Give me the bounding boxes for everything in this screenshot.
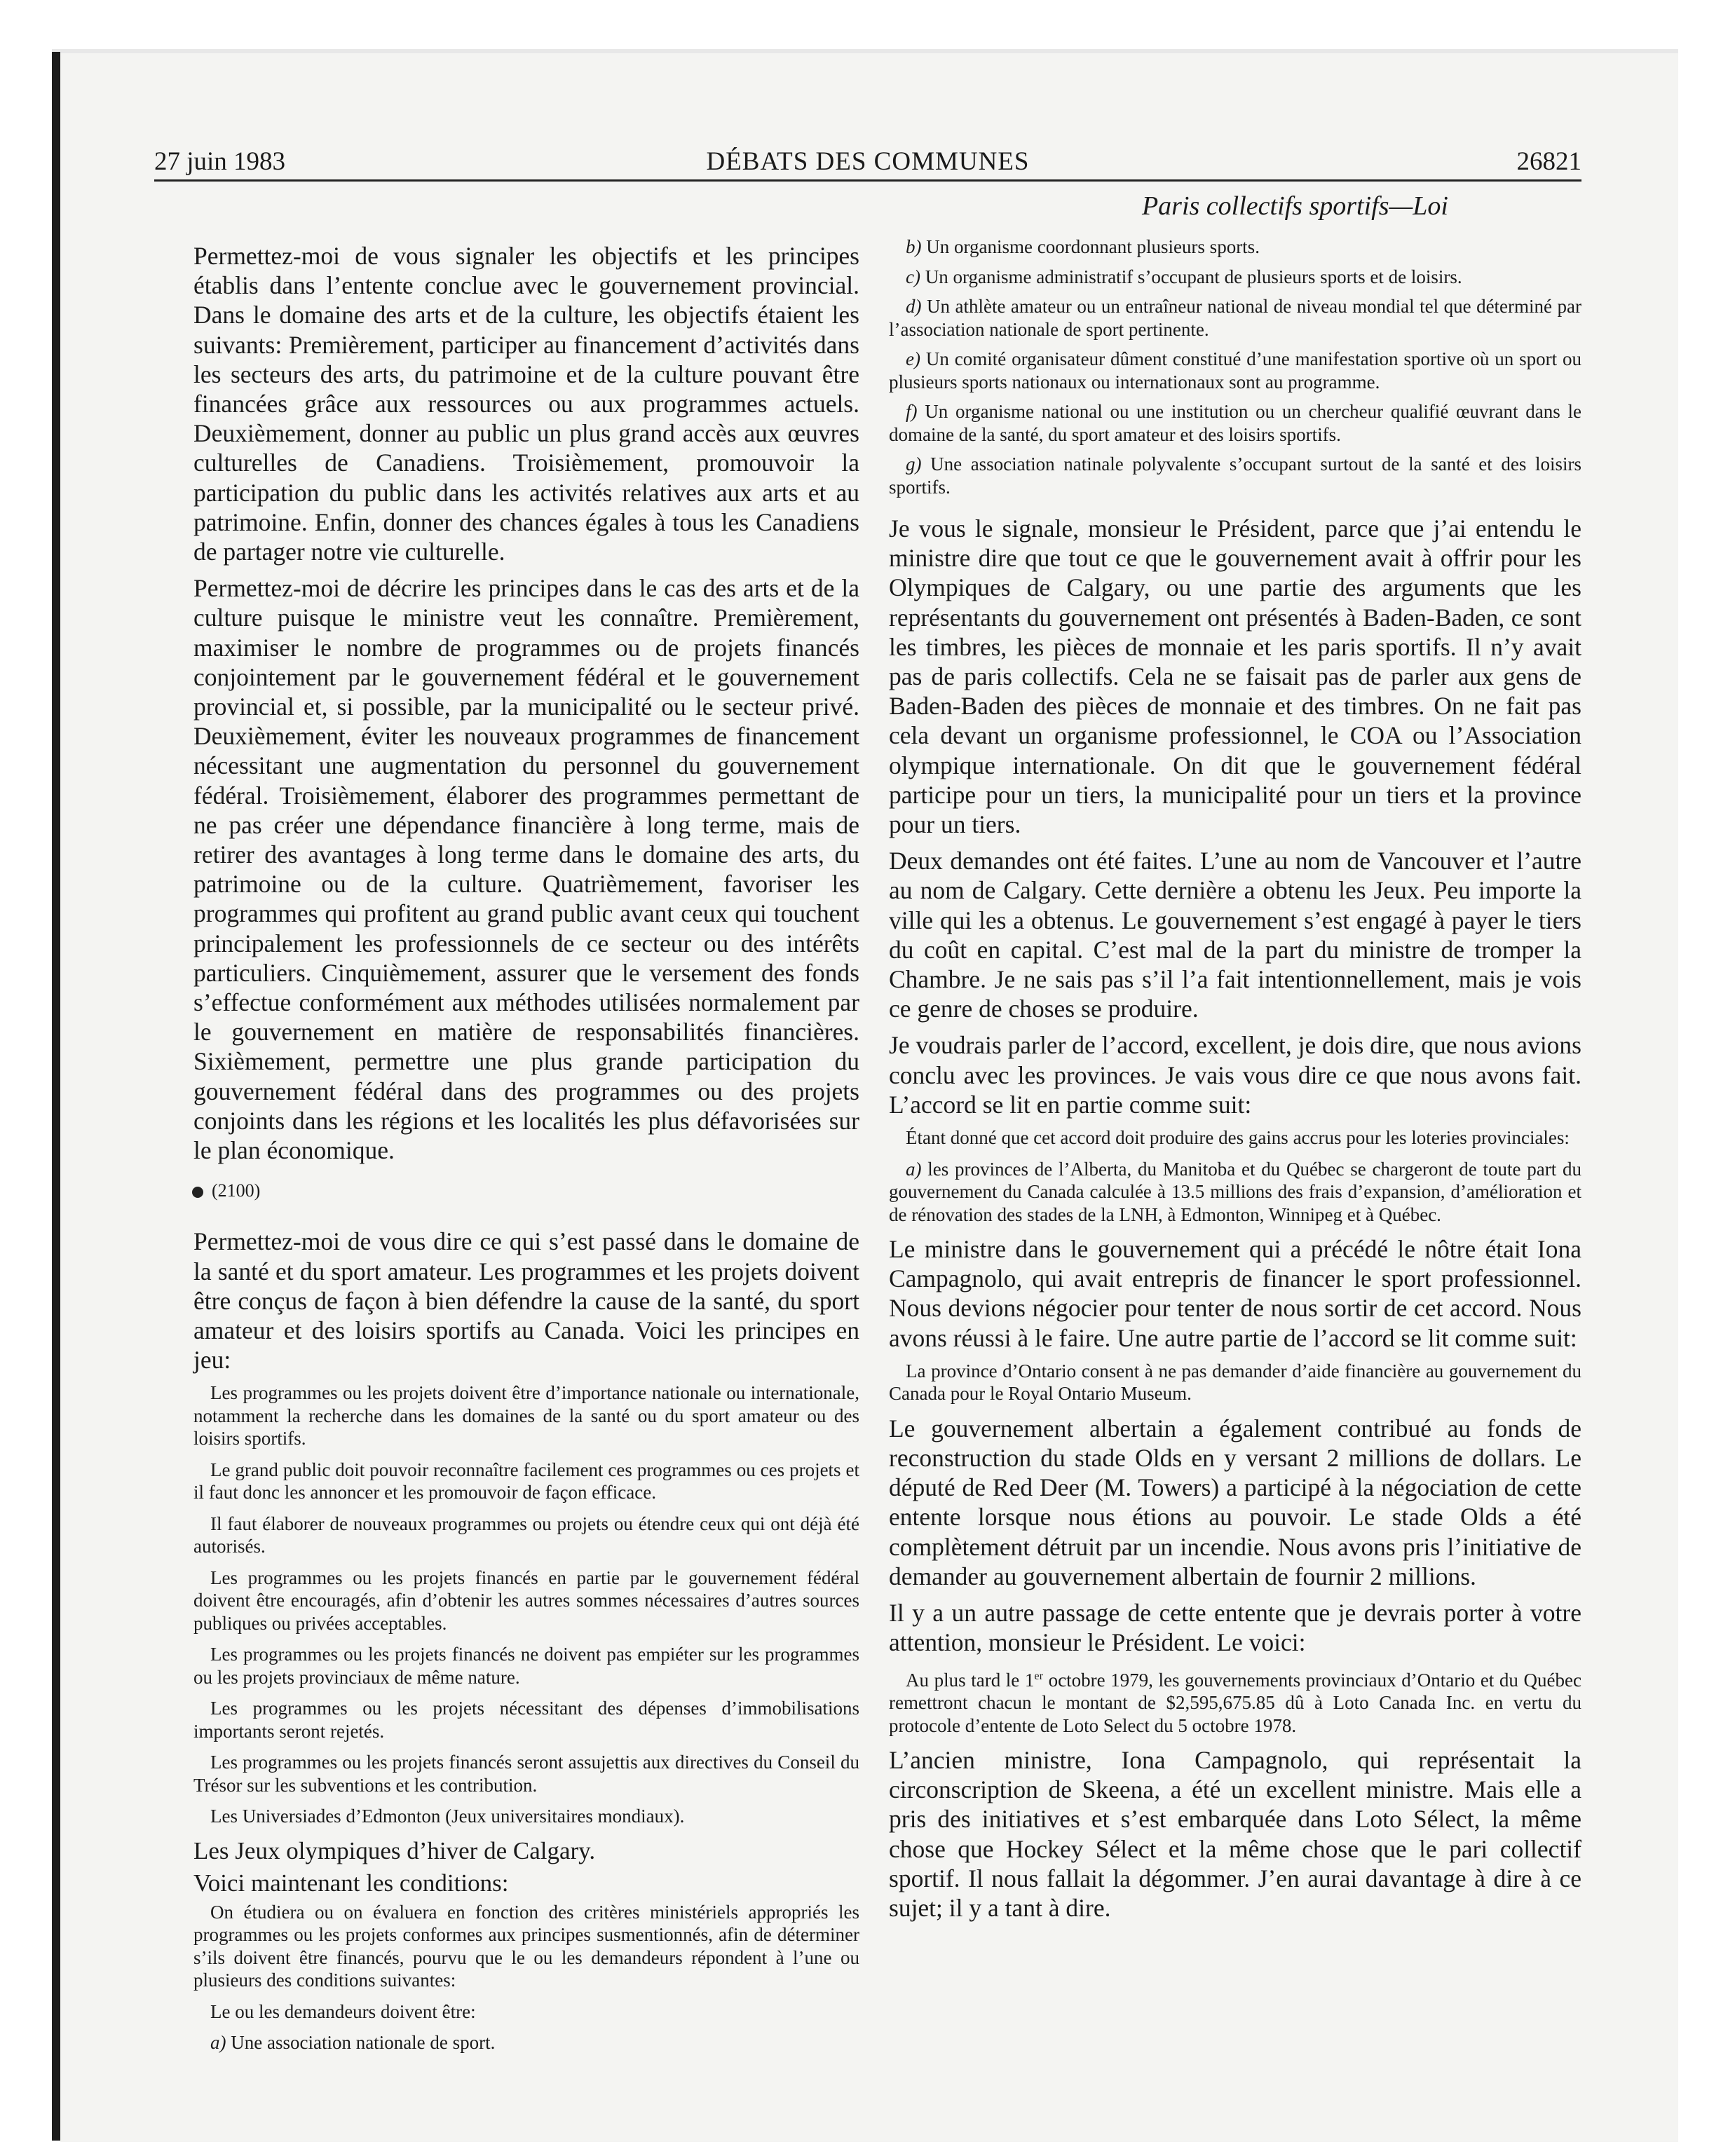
list-item bbox=[889, 348, 1581, 393]
list-item bbox=[889, 266, 1581, 289]
left-quote-4: Les programmes ou les projets financés en partie par le gouvernement fédéral doivent être encouragés, afin d’obtenir les autres sommes nécessaires d’autres sources publiques ou privées acceptables. bbox=[193, 1567, 859, 1634]
running-head: Paris collectifs sportifs—Loi bbox=[1141, 191, 1448, 221]
right-quote-2 bbox=[889, 1158, 1581, 1227]
left-quote-7: Les programmes ou les projets financés seront assujettis aux directives du Conseil du Trésor sur les subventions et les contribution. bbox=[193, 1752, 859, 1796]
item-text: Une association natinale polyvalente s’occupant surtout de la santé et des loisirs sportifs. bbox=[889, 453, 1581, 498]
item-label: f) bbox=[906, 401, 918, 422]
time-marker bbox=[192, 1180, 859, 1201]
time-marker-text: (2100) bbox=[212, 1180, 261, 1201]
left-quote-10: Le ou les demandeurs doivent être: bbox=[210, 2000, 476, 2022]
left-heading-calgary: Les Jeux olympiques d’hiver de Calgary. bbox=[193, 1836, 596, 1864]
item-label: d) bbox=[906, 296, 922, 317]
item-label: a) bbox=[210, 2032, 226, 2054]
header-page-number: 26821 bbox=[1516, 147, 1581, 176]
left-paragraph-3: Permettez-moi de vous dire ce qui s’est passé dans le domaine de la santé et du sport amateur. Les programmes et les projets doivent être conçus de façon à bien défendre la cause de la santé, du sport amateur et des loisirs sportifs au Canada. Voici les principes en jeu: bbox=[193, 1227, 859, 1374]
header-rule bbox=[154, 179, 1581, 182]
header-title: DÉBATS DES COMMUNES bbox=[706, 147, 1030, 176]
left-column bbox=[193, 241, 859, 2063]
scan-binding-edge bbox=[52, 52, 60, 2141]
left-quote-6: Les programmes ou les projets nécessitant des dépenses d’immobilisations importants seront rejetés. bbox=[193, 1698, 859, 1742]
left-quote-3: Il faut élaborer de nouveaux programmes ou projets ou étendre ceux qui ont déjà été autorisés. bbox=[193, 1513, 859, 1557]
item-text: Un comité organisateur dûment constitué d’une manifestation sportive où un sport ou plusieurs sports nationaux ou internationaux sont au programme. bbox=[889, 348, 1581, 393]
item-text: Un organisme coordonnant plusieurs sports. bbox=[921, 236, 1260, 257]
left-quote-a bbox=[193, 2031, 859, 2054]
list-item bbox=[889, 236, 1581, 259]
item-label: b) bbox=[906, 236, 922, 257]
right-paragraph-1: Je vous le signale, monsieur le Président, parce que j’ai entendu le ministre dire que tout ce que le gouvernement avait à offrir pour les Olympiques de Calgary, ou une partie des arguments que les représentants du gouvernement ont présentés à Baden-Baden, ce sont les timbres, les pièces de monnaie et les paris sportifs. Il n’y avait pas de paris collectifs. Cela ne se faisait pas de parler aux gens de Baden-Baden des pièces de monnaie et des timbres. On ne fait pas cela devant un organisme professionnel, le COA ou l’Association olympique internationale. On dit que le gouvernement fédéral participe pour un tiers, la municipalité pour un tiers et la province pour un tiers. bbox=[889, 514, 1581, 839]
item-text: Un organisme national ou une institution ou un chercheur qualifié œuvrant dans le domaine de la santé, du sport amateur et des loisirs sportifs. bbox=[889, 401, 1581, 445]
item-label: c) bbox=[906, 266, 920, 287]
left-quote-2: Le grand public doit pouvoir reconnaître facilement ces programmes ou ces projets et il faut donc les annoncer et les promouvoir de façon efficace. bbox=[193, 1459, 859, 1503]
right-paragraph-6: Il y a un autre passage de cette entente que je devrais porter à votre attention, monsieur le Président. Le voici: bbox=[889, 1599, 1581, 1657]
item-text: Un organisme administratif s’occupant de plusieurs sports et de loisirs. bbox=[920, 266, 1462, 287]
item-text: les provinces de l’Alberta, du Manitoba et du Québec se chargeront de toute part du gouvernement du Canada calculée à 13.5 millions des frais d’expansion, d’amélioration et de rénovation des stades de la LNH, à Edmonton, Winnipeg et à Québec. bbox=[889, 1158, 1581, 1225]
left-quote-5: Les programmes ou les projets financés ne doivent pas empiéter sur les programmes ou les projets provinciaux de même nature. bbox=[193, 1644, 859, 1688]
left-quote-1: Les programmes ou les projets doivent être d’importance nationale ou internationale, notamment la recherche dans les domaines de la santé ou du sport amateur ou des loisirs sportifs. bbox=[193, 1382, 859, 1449]
list-item bbox=[889, 400, 1581, 446]
header-date: 27 juin 1983 bbox=[154, 147, 286, 176]
page-header bbox=[154, 140, 1581, 182]
right-column bbox=[889, 236, 1581, 1930]
left-paragraph-2: Permettez-moi de décrire les principes dans le cas des arts et de la culture puisque le ministre veut les connaître. Premièrement, maximiser le nombre de programmes ou de projets financés conjointement par le gouvernement fédéral et le gouvernement provincial et, si possible, par la municipalité ou le secteur privé. Deuxièmement, éviter les nouveaux programmes de financement nécessitant une augmentation du personnel du gouvernement fédéral. Troisièmement, élaborer des programmes permettant de ne pas créer une dépendance financière à long terme, mais de retirer des avantages à long terme dans le domaine des arts, du patrimoine ou de la culture. Quatrièmement, favoriser les programmes qui profitent au grand public avant ceux qui touchent principalement les professionnels de ce secteur ou des intérêts particuliers. Cinquièmement, assurer que le versement des fonds s’effectue conformément aux méthodes utilisées normalement par le gouvernement en matière de responsabilités financières. Sixièmement, permettre une plus grande participation du gouvernement fédéral dans des programmes ou des projets conjoints dans les régions et les localités les plus défavorisées sur le plan économique. bbox=[193, 574, 859, 1165]
item-label: e) bbox=[906, 348, 920, 369]
left-quote-8: Les Universiades d’Edmonton (Jeux universitaires mondiaux). bbox=[210, 1806, 685, 1827]
right-paragraph-2: Deux demandes ont été faites. L’une au nom de Vancouver et l’autre au nom de Calgary. Cette dernière a obtenu les Jeux. Peu importe la ville qui les a obtenus. Le gouvernement s’est engagé à payer le tiers du coût en capital. C’est mal de la part du ministre de tromper la Chambre. Je ne sais pas s’il l’a fait intentionnellement, mais je vois ce genre de choses se produire. bbox=[889, 847, 1581, 1023]
right-paragraph-7: L’ancien ministre, Iona Campagnolo, qui représentait la circonscription de Skeena, a été un excellent ministre. Mais elle a pris des initiatives et s’est embarquée dans Loto Sélect, la même chose que Hockey Sélect et la même chose que le pari collectif sportif. Il nous fallait la dégommer. J’en aurai davantage à dire à ce sujet; il y a tant à dire. bbox=[889, 1746, 1581, 1923]
item-label: g) bbox=[906, 453, 922, 475]
left-paragraph-1: Permettez-moi de vous signaler les objectifs et les principes établis dans l’entente conclue avec le gouvernement provincial. Dans le domaine des arts et de la culture, les objectifs étaient les suivants: Premièrement, participer au financement d’activités dans les secteurs des arts, du patrimoine et de la culture pouvant être financées grâce aux ressources ou aux programmes actuels. Deuxièmement, donner au public un plus grand accès aux œuvres culturelles de Canadiens. Troisièmement, promouvoir la participation du public dans les activités relatives aux arts et au patrimoine. Enfin, donner des chances égales à tous les Canadiens de partager notre vie culturelle. bbox=[193, 242, 859, 566]
quote-text-end: octobre 1979, les gouvernements provinciaux d’Ontario et du Québec remettront chacun le montant de $2,595,675.85 dû à Loto Canada Inc. en vertu du protocole d’entente de Loto Select du 5 octobre 1978. bbox=[889, 1669, 1581, 1736]
list-item bbox=[889, 295, 1581, 341]
right-quote-4 bbox=[889, 1665, 1581, 1738]
item-text: Un athlète amateur ou un entraîneur national de niveau mondial tel que déterminé par l’association nationale de sport pertinente. bbox=[889, 296, 1581, 340]
right-quote-3: La province d’Ontario consent à ne pas demander d’aide financière au gouvernement du Canada pour le Royal Ontario Museum. bbox=[889, 1360, 1581, 1405]
item-label: a) bbox=[906, 1158, 922, 1180]
ordinal-suffix: er bbox=[1034, 1669, 1043, 1682]
left-quote-9: On étudiera ou on évaluera en fonction des critères ministériels appropriés les programmes ou les projets conformes aux principes susmentionnés, afin de déterminer s’ils doivent être financés, pourvu que le ou les demandeurs répondent à l’une ou plusieurs des conditions suivantes: bbox=[193, 1901, 859, 1991]
bullet-icon bbox=[192, 1187, 203, 1198]
quote-text-start: Au plus tard le 1 bbox=[906, 1669, 1035, 1691]
right-paragraph-3: Je voudrais parler de l’accord, excellent, je dois dire, que nous avions conclu avec les provinces. Je vais vous dire ce que nous avons fait. L’accord se lit en partie comme suit: bbox=[889, 1031, 1581, 1119]
list-item bbox=[889, 453, 1581, 498]
item-text: Une association nationale de sport. bbox=[226, 2032, 496, 2054]
right-paragraph-5: Le gouvernement albertain a également contribué au fonds de reconstruction du stade Olds en y versant 2 millions de dollars. Le député de Red Deer (M. Towers) a participé à la négociation de cette entente lorsque nous étions au pouvoir. Le stade Olds a été complètement détruit par un incendie. Nous avons pris l’initiative de demander au gouvernement albertain de fournir 2 millions. bbox=[889, 1414, 1581, 1590]
left-heading-conditions: Voici maintenant les conditions: bbox=[193, 1869, 509, 1897]
right-quote-1: Étant donné que cet accord doit produire des gains accrus pour les loteries provinciales: bbox=[906, 1127, 1570, 1149]
right-paragraph-4: Le ministre dans le gouvernement qui a précédé le nôtre était Iona Campagnolo, qui avait entrepris de financer le sport professionnel. Nous devions négocier pour tenter de nous sortir de cet accord. Nous avons réussi à le faire. Une autre partie de l’accord se lit comme suit: bbox=[889, 1235, 1581, 1352]
